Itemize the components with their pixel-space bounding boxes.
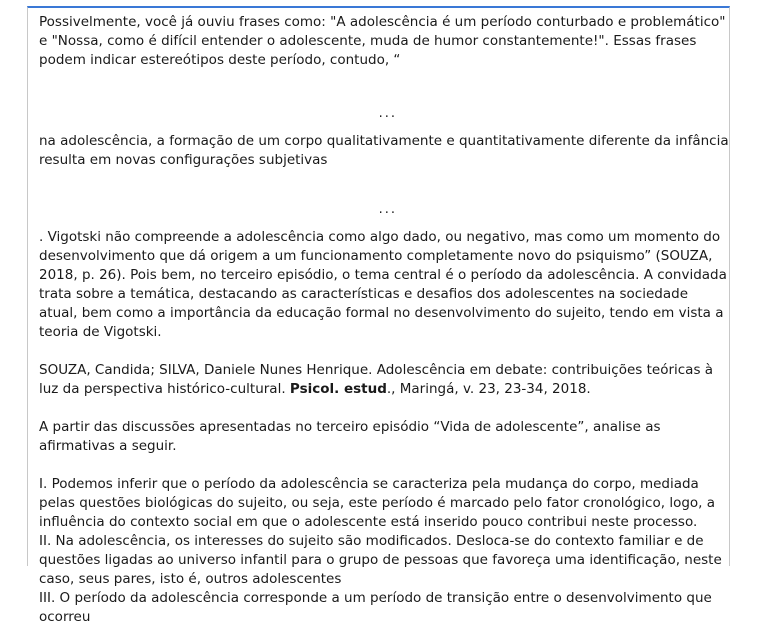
ellipsis-2: ... — [378, 202, 397, 217]
intro-paragraph: Possivelmente, você já ouviu frases como: "A adolescência é um período conturbado e problemático" e "Nossa, como é difícil entender o adolescente, muda de humor constantemente!". Essas frases podem indicar estereótipos deste período, contudo, “ — [39, 14, 726, 68]
adolescence-paragraph: na adolescência, a formação de um corpo qualitativamente e quantitativamente diferente da infância resulta em novas configurações subjetivas — [39, 133, 729, 168]
reference-paragraph — [39, 361, 729, 399]
statement-2: II. Na adolescência, os interesses do sujeito são modificados. Desloca-se do contexto familiar e de questões ligadas ao universo infantil para o grupo de pessoas que favoreça uma identificação, neste caso, seus pares, isto é, outros adolescentes — [39, 533, 722, 587]
reference-journal: Psicol. estud — [289, 381, 387, 397]
reference-details: ., Maringá, v. 23, 23-34, 2018. — [386, 381, 591, 397]
question-prompt: A partir das discussões apresentadas no terceiro episódio “Vida de adolescente”, analise as afirmativas a seguir. — [39, 419, 661, 454]
statement-3: III. O período da adolescência corresponde a um período de transição entre o desenvolvimento que ocorreu — [39, 590, 712, 625]
statement-1: I. Podemos inferir que o período da adolescência se caracteriza pela mudança do corpo, mediada pelas questões biológicas do sujeito, ou seja, este período é marcado pelo fator cronológico, logo, a influência do contexto social em que o adolescente está inserido pouco contribui neste processo. — [39, 476, 716, 530]
question-content — [39, 13, 729, 627]
ellipsis-1: ... — [378, 106, 397, 121]
reference-authors-title: SOUZA, Candida; SILVA, Daniele Nunes Henrique. Adolescência em debate: contribuições teóricas à luz da perspectiva histórico-cultural. — [39, 362, 714, 397]
vigotski-paragraph: . Vigotski não compreende a adolescência como algo dado, ou negativo, mas como um momento do desenvolvimento que dá origem a um funcionamento completamente novo do psiquismo” (SOUZA, 2018, p. 26). Pois bem, no terceiro episódio, o tema central é o período da adolescência. A convidada trata sobre a temática, destacando as características e desafios dos adolescentes na sociedade atual, bem como a importância da educação formal no desenvolvimento do sujeito, tendo em vista a teoria de Vigotski. — [39, 229, 727, 340]
